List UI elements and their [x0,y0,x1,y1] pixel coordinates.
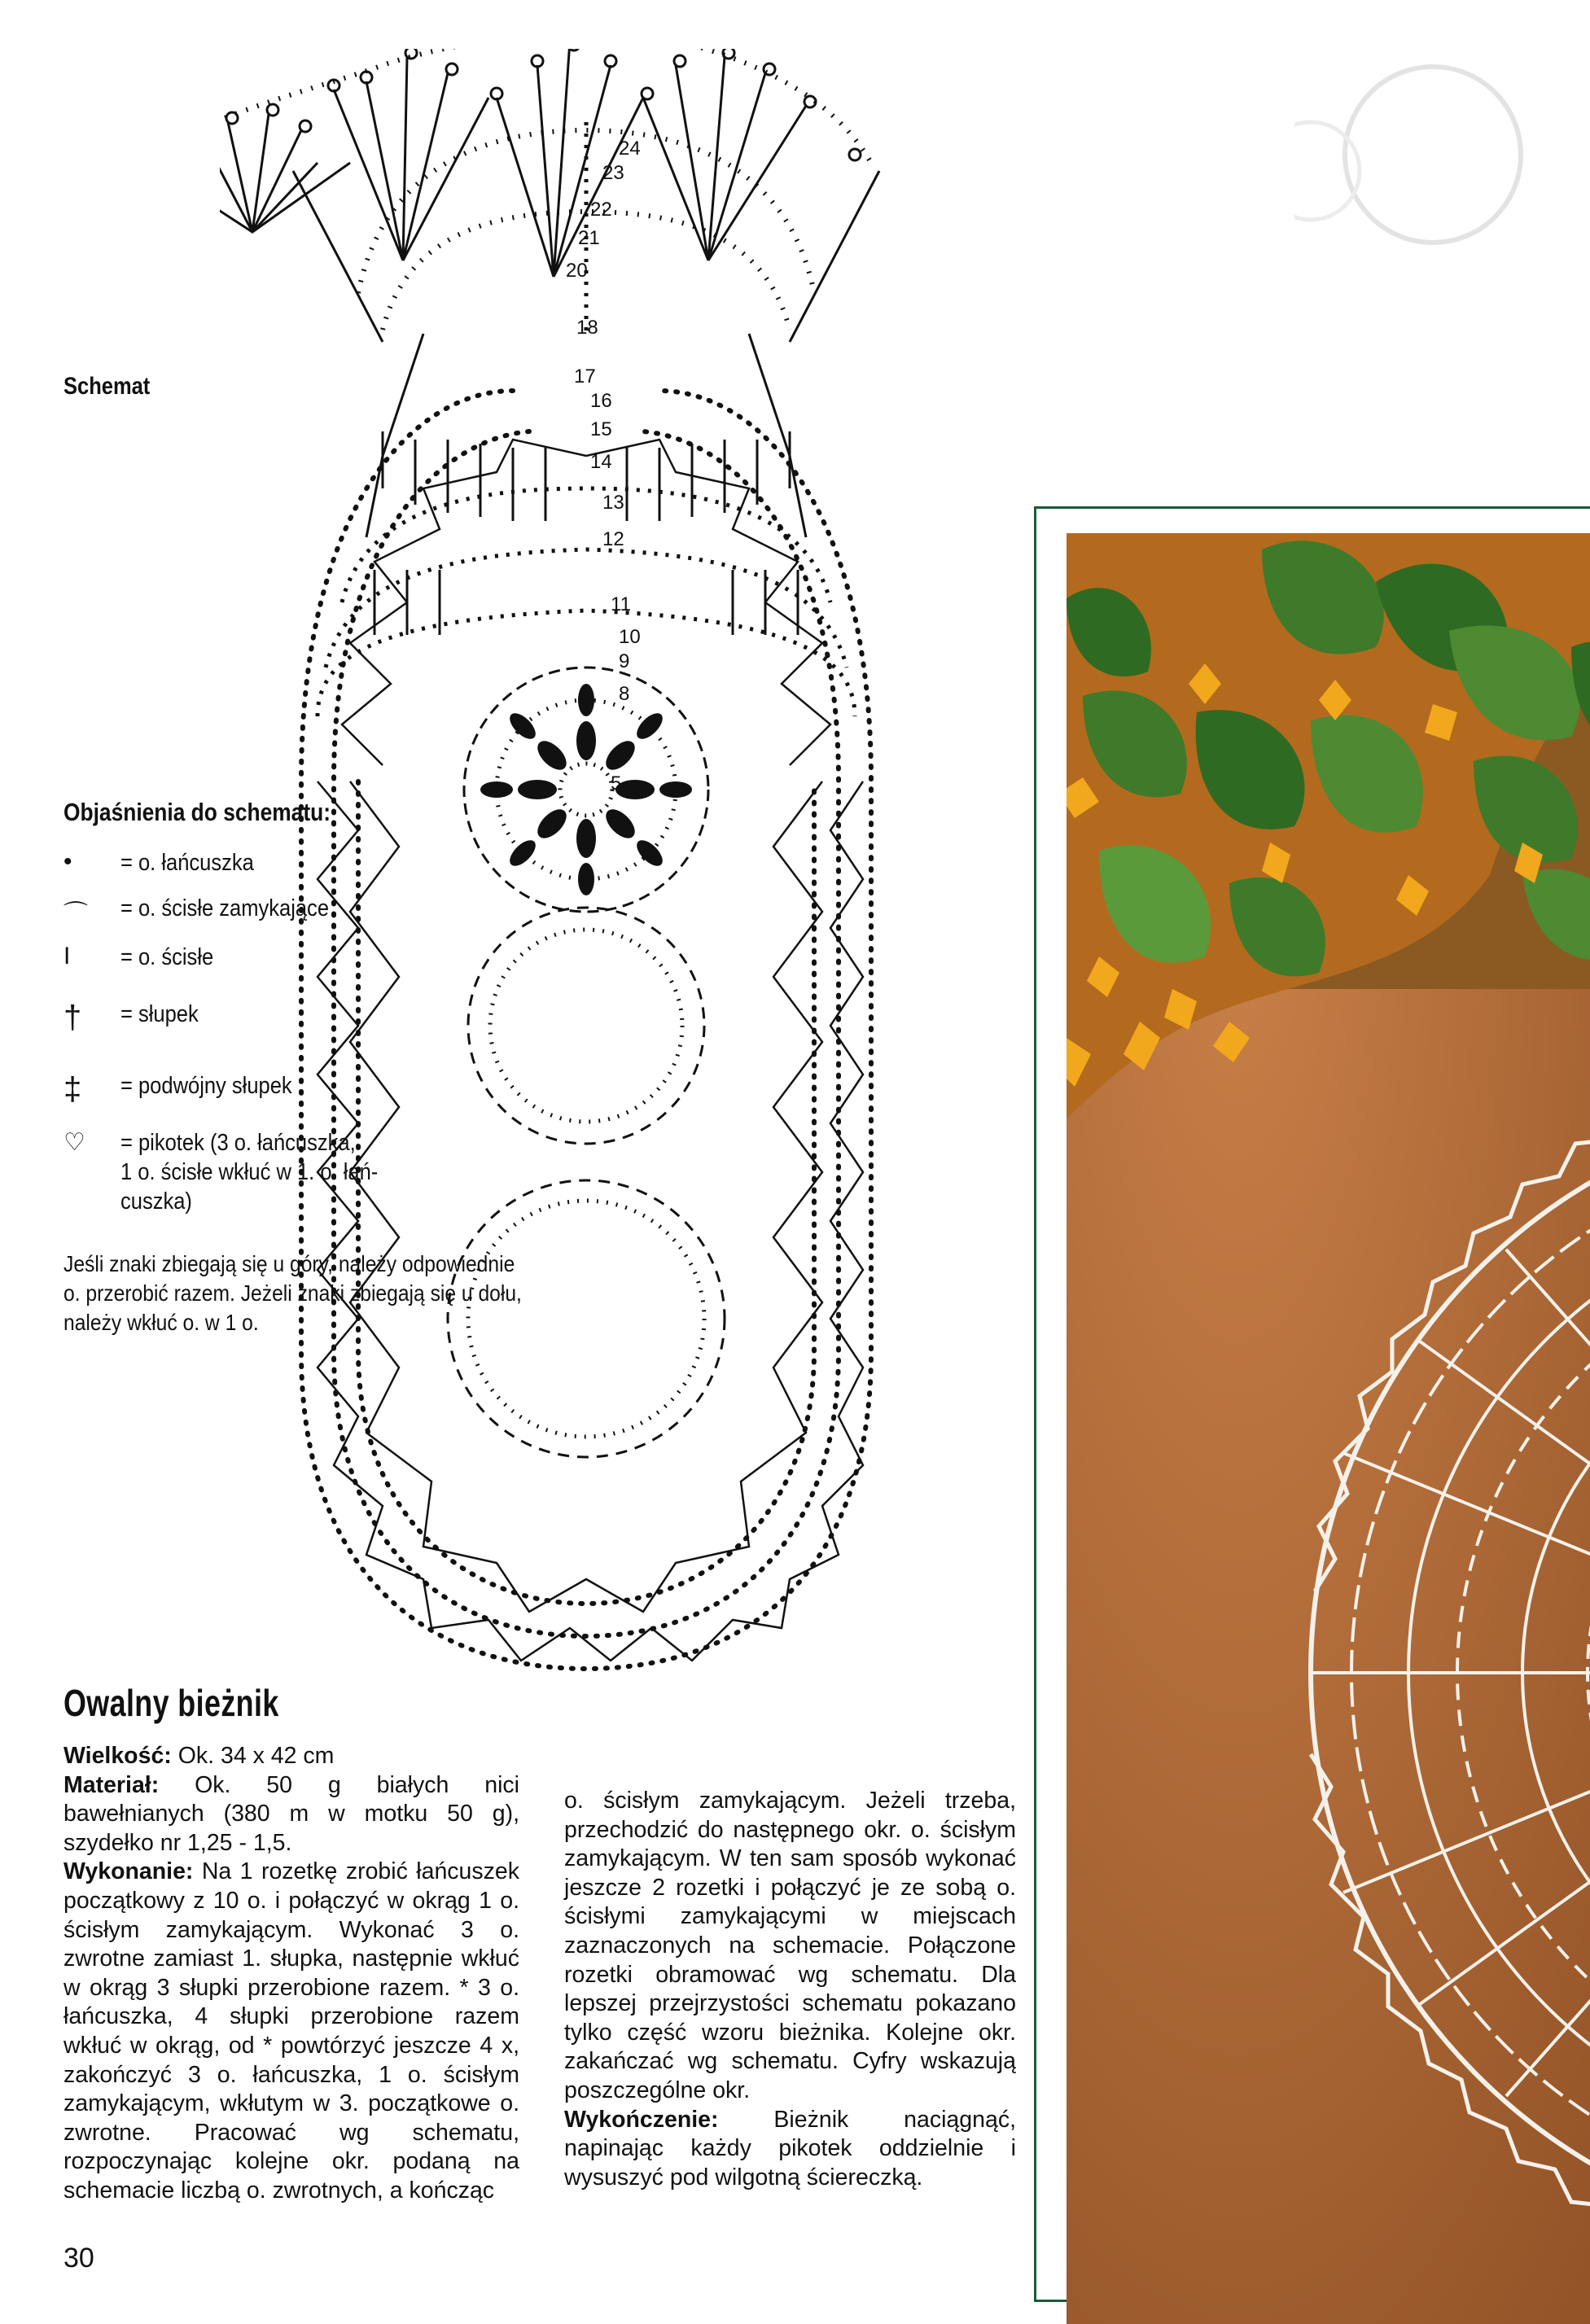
legend-text: = słupek [120,1001,199,1027]
legend-item [64,943,226,978]
row-number: 18 [576,317,598,339]
execution-value: Na 1 rozetkę zrobić łańcuszek początkowy z 10 o. i połączyć w okrąg 1 o. ścisłym zamykającym. Wykonać 3 o. zwrotne zamiast 1. słupka, następnie wkłuć w okrąg 3 słupki przerobione razem. * 3 o. łańcuszka, 4 słupki przerobione razem wkłuć w okrąg, od * powtórzyć jeszcze 4 x, zakończyć 3 o. łańcuszka, 1 o. ścisłym zamykającym, wkłutym w 3. początkowe o. zwrotne. Pracować wg schematu, rozpoczynając kolejne okr. podaną na schemacie liczbą o. zwrotnych, a kończąc [64,1858,519,2204]
row-number: 22 [590,199,612,221]
row-number: 16 [590,390,612,412]
article-column-1 [64,1742,519,2206]
legend-text: = podwójny słupek [120,1073,292,1099]
legend-text: = o. ścisłe [120,944,214,970]
row-number: 21 [578,227,600,249]
size-label: Wielkość: [64,1743,172,1769]
doily-photo [1067,533,1590,2324]
legend-text: = o. łańcuszka [120,850,254,876]
legend-text: = o. ścisłe zamykające [120,895,330,921]
row-number: 9 [619,650,630,672]
row-number: 8 [619,683,630,705]
article-column-2 [564,1787,1016,2192]
row-number: 15 [590,418,612,440]
treble-crochet-icon: ‡ [64,1071,82,1107]
page-number: 30 [64,2243,94,2274]
watermark-logo [1294,49,1571,260]
row-number: 11 [611,593,631,615]
lattice-border [318,440,863,1661]
column2-text: o. ścisłym zamykającym. Jeżeli trzeba, przechodzić do następnego okr. o. ścisłym zamykającym. W ten sam sposób wykonać jeszcze 2 rozetki i połączyć je ze sobą o. ścisłymi zamykającymi w miejscach zaznaczonych na schemacie. Połączone rozetki obramować wg schematu. Dla lepszej przejrzystości schematu pokazano tylko część wzoru bieżnika. Kolejne okr. zakańczać wg schematu. Cyfry wskazują poszczególne okr. [564,1788,1016,2103]
schema-label: Schemat [64,373,151,400]
row-number: 6 [619,740,630,762]
slip-stitch-icon: ⌒ [64,901,88,928]
row-number: 23 [602,162,624,184]
picot-icon: ♡ [64,1129,85,1156]
row-number: 5 [611,772,622,794]
legend-item [64,1000,209,1035]
stitch-rows-upper [318,334,855,716]
finish-value: Bieżnik naciągnąć, napinając każdy pikotek oddzielnie i wysuszyć pod wilgotną ściereczką. [564,2106,1016,2191]
row-number: 12 [602,528,624,550]
legend-text: = pikotek (3 o. łańcuszka, 1 o. ścisłe wkłuć w 1. o. łań- cuszka) [120,1130,379,1215]
single-crochet-icon: I [64,943,71,969]
rosette-rings [448,908,725,1457]
material-label: Materiał: [64,1771,160,1798]
row-number: 10 [619,626,641,648]
legend-title: Objaśnienia do schematu: [64,798,331,826]
double-crochet-icon: † [64,1000,82,1035]
row-number: 17 [574,365,596,387]
legend-item [64,848,272,884]
central-flower-petals [480,684,692,895]
material-value: Ok. 50 g białych nici bawełnianych (380 m w motku 50 g), szydełko nr 1,25 - 1,5. [64,1771,519,1856]
oval-border-rounds [301,391,871,1669]
top-fans [220,49,871,277]
size-value: Ok. 34 x 42 cm [171,1743,335,1769]
row-numbers [566,138,641,794]
legend-item [64,1128,413,1234]
legend-note: Jeśli znaki zbiegają się u góry, należy odpowiednie o. przerobić razem. Jeżeli znaki zbiegają się u dołu, należy wkłuć o. w 1 o. [64,1251,522,1335]
legend-item [64,894,357,930]
finish-label: Wykończenie: [564,2106,719,2133]
article-title: Owalny bieżnik [64,1682,279,1724]
row-number: 20 [566,260,588,282]
chain-stitch-icon: • [64,848,72,875]
legend-item [64,1071,315,1107]
row-number: 14 [590,451,612,473]
crochet-diagram [220,49,1034,1709]
row-number: 24 [619,138,641,160]
row-number: 13 [602,492,624,514]
execution-label: Wykonanie: [64,1858,194,1885]
